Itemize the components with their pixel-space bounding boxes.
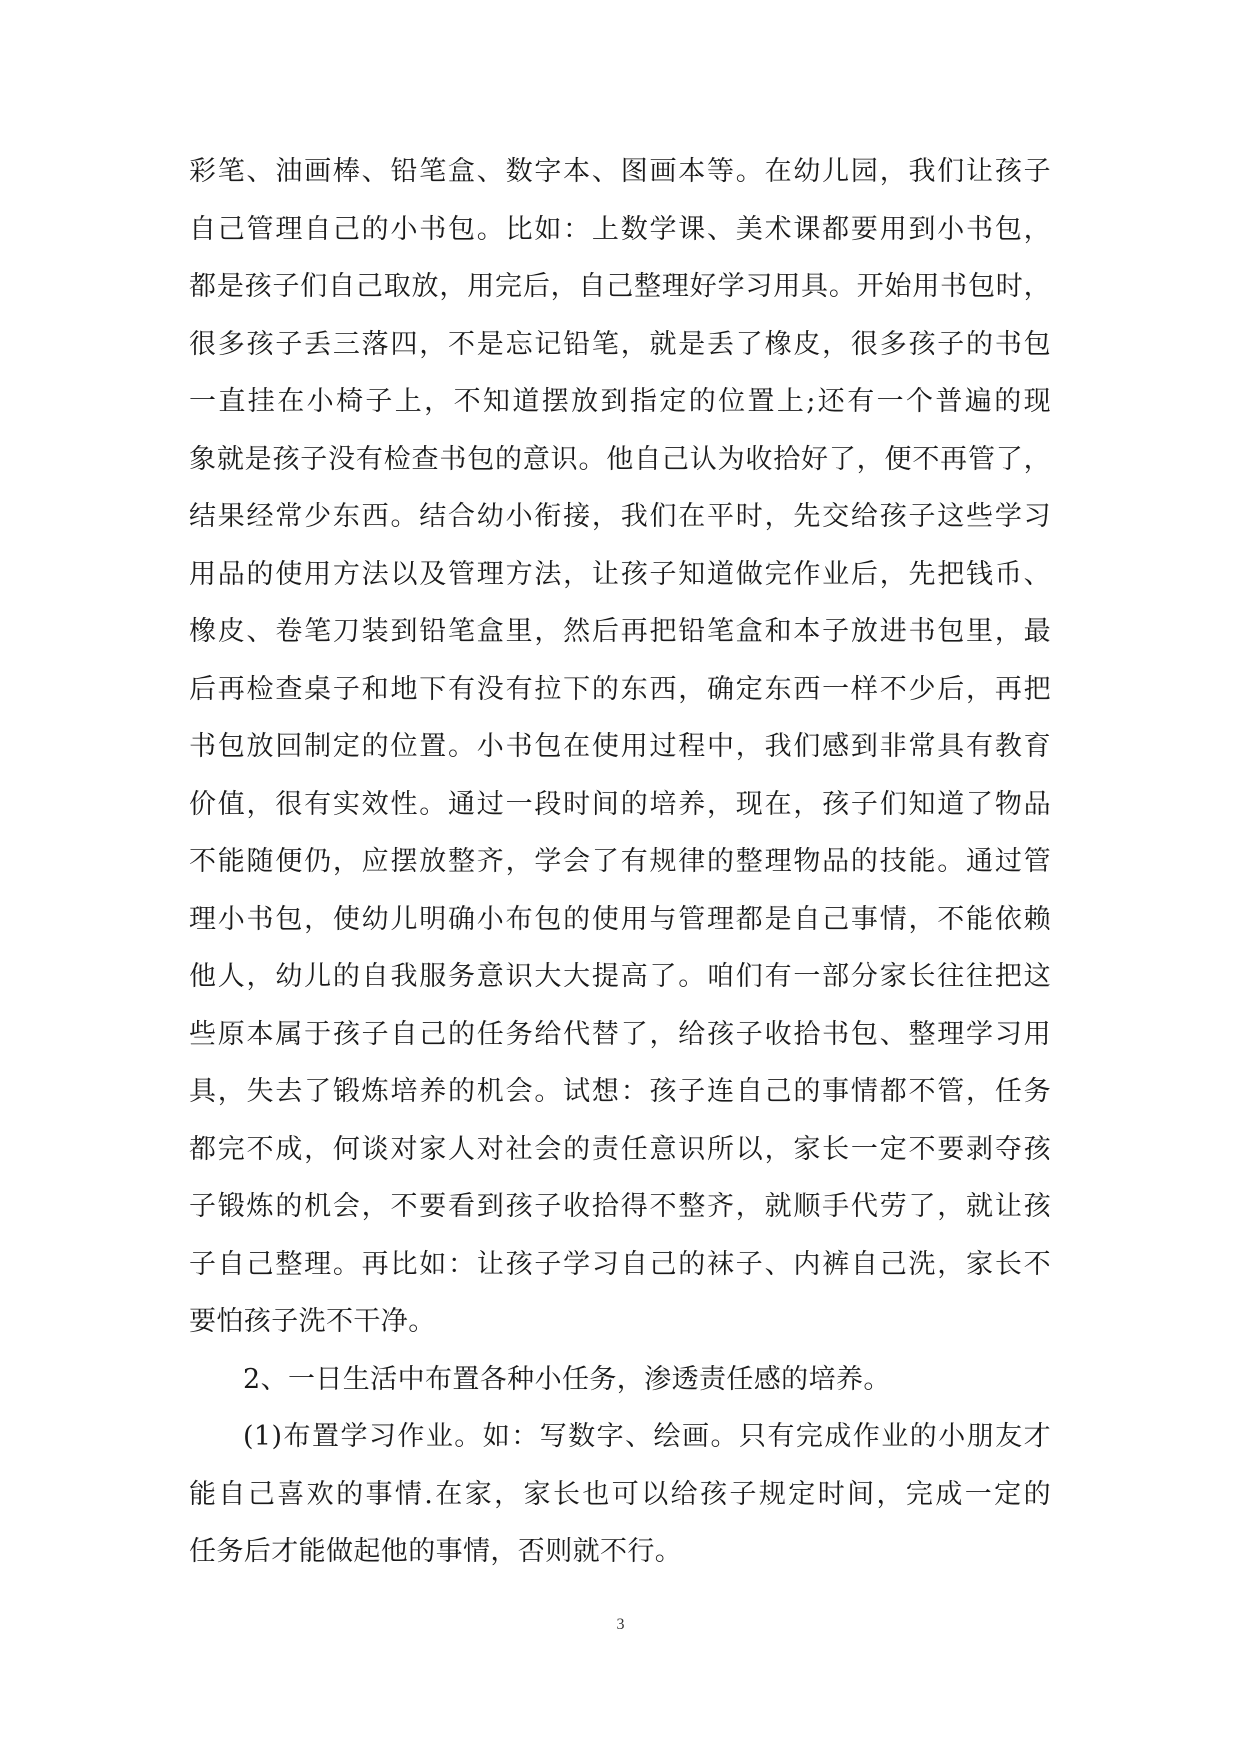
text-line: 理小书包，使幼儿明确小布包的使用与管理都是自己事情，不能依赖: [189, 903, 1051, 935]
text-line: 结果经常少东西。结合幼小衔接，我们在平时，先交给孩子这些学习: [189, 501, 1051, 532]
text-line: 象就是孩子没有检查书包的意识。他自己认为收拾好了，便不再管了，: [189, 443, 1051, 475]
page-number: 3: [616, 1616, 625, 1633]
text-line: 子锻炼的机会，不要看到孩子收拾得不整齐，就顺手代劳了，就让孩: [189, 1191, 1051, 1222]
text-line: (1)布置学习作业。如：写数字、绘画。只有完成作业的小朋友才: [243, 1421, 1051, 1452]
text-line: 自己管理自己的小书包。比如：上数学课、美术课都要用到小书包，: [189, 213, 1051, 245]
text-line: 橡皮、卷笔刀装到铅笔盒里，然后再把铅笔盒和本子放进书包里，最: [189, 616, 1051, 647]
text-line: 些原本属于孩子自己的任务给代替了，给孩子收拾书包、整理学习用: [189, 1018, 1051, 1050]
text-line: 书包放回制定的位置。小书包在使用过程中，我们感到非常具有教育: [189, 731, 1051, 762]
text-line: 一直挂在小椅子上，不知道摆放到指定的位置上;还有一个普遍的现: [189, 386, 1051, 417]
text-line: 价值，很有实效性。通过一段时间的培养，现在，孩子们知道了物品: [189, 788, 1051, 820]
text-line: 具，失去了锻炼培养的机会。试想：孩子连自己的事情都不管，任务: [189, 1076, 1051, 1107]
text-line: 彩笔、油画棒、铅笔盒、数字本、图画本等。在幼儿园，我们让孩子: [189, 156, 1051, 187]
section-heading: 2、一日生活中布置各种小任务，渗透责任感的培养。: [243, 1363, 891, 1395]
text-line: 不能随便仍，应摆放整齐，学会了有规律的整理物品的技能。通过管: [189, 846, 1051, 877]
text-line: 他人，幼儿的自我服务意识大大提高了。咱们有一部分家长往往把这: [189, 961, 1051, 992]
text-line: 能自己喜欢的事情.在家，家长也可以给孩子规定时间，完成一定的: [189, 1478, 1051, 1510]
text-line: 都完不成，何谈对家人对社会的责任意识所以，家长一定不要剥夺孩: [189, 1133, 1051, 1165]
body-text: [189, 143, 1051, 1581]
text-line: 要怕孩子洗不干净。: [189, 1306, 436, 1337]
text-line: 都是孩子们自己取放，用完后，自己整理好学习用具。开始用书包时，: [189, 271, 1051, 302]
text-line: 任务后才能做起他的事情，否则就不行。: [189, 1536, 683, 1567]
text-line: 后再检查桌子和地下有没有拉下的东西，确定东西一样不少后，再把: [189, 673, 1051, 705]
text-line: 用品的使用方法以及管理方法，让孩子知道做完作业后，先把钱币、: [189, 558, 1051, 590]
text-line: 很多孩子丢三落四，不是忘记铅笔，就是丢了橡皮，很多孩子的书包: [189, 328, 1051, 360]
text-line: 子自己整理。再比如：让孩子学习自己的袜子、内裤自己洗，家长不: [189, 1248, 1051, 1280]
